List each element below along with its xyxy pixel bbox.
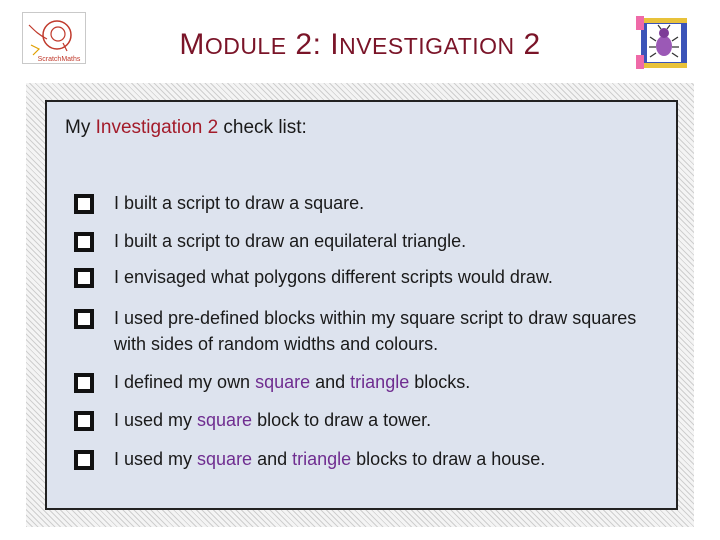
page-title: MODULE 2: INVESTIGATION 2 [179,28,541,61]
checkbox-icon[interactable] [74,373,94,393]
checkbox-icon[interactable] [74,450,94,470]
checklist-heading: My Investigation 2 check list: [65,117,307,138]
checkbox-icon[interactable] [74,194,94,214]
checkbox-icon[interactable] [74,232,94,252]
checkbox-icon[interactable] [74,268,94,288]
checkbox-icon[interactable] [74,309,94,329]
checkbox-icon[interactable] [74,411,94,431]
logo-text: ScratchMaths [37,56,81,63]
